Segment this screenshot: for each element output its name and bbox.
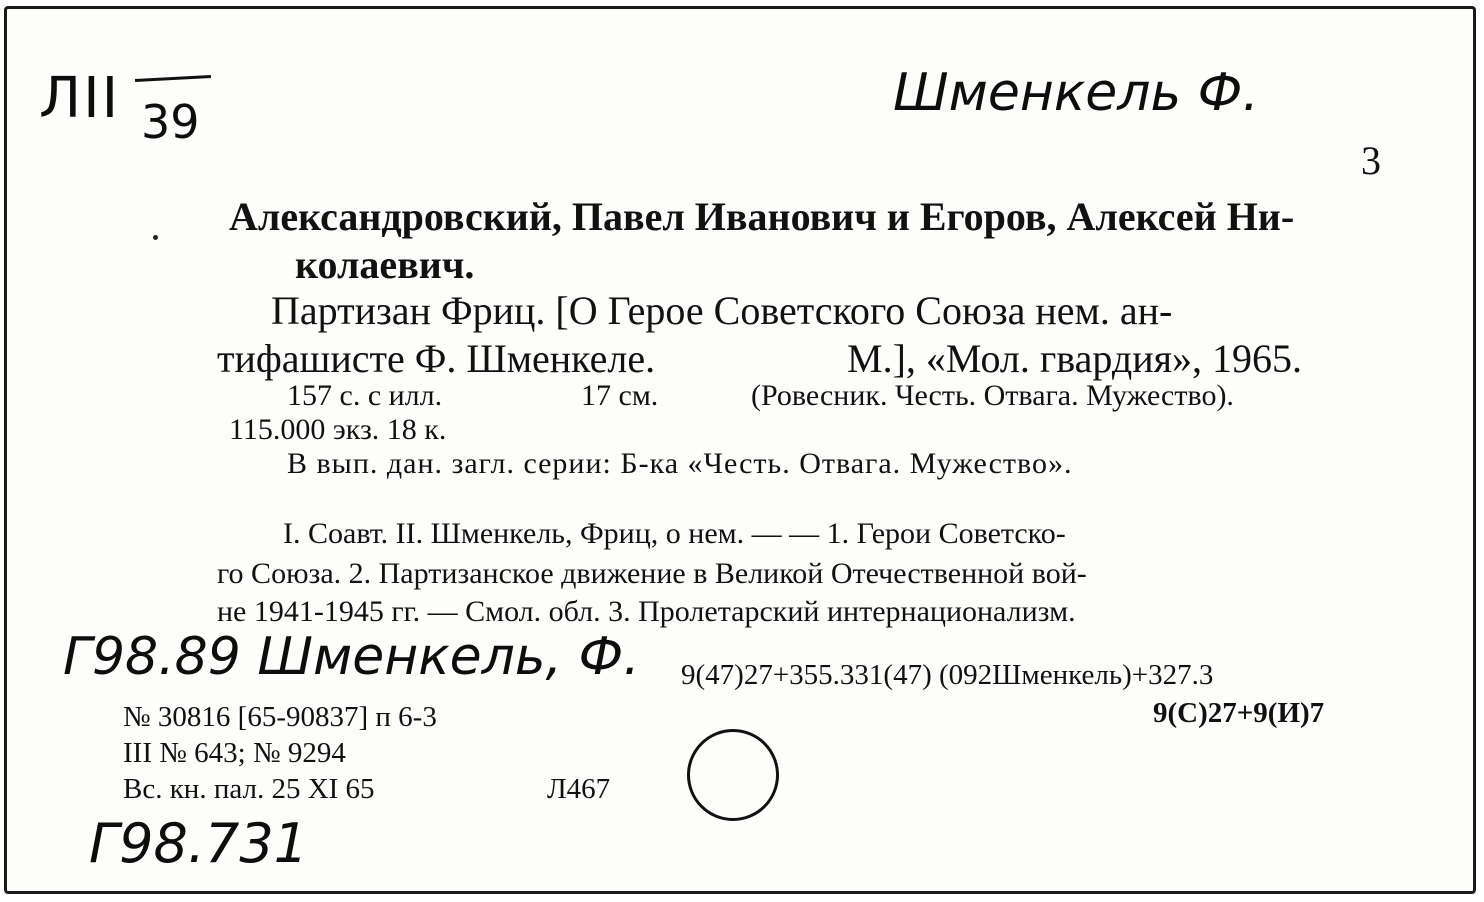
index-handwritten: Г98.89 Шменкель, Ф. <box>63 627 640 687</box>
order-code: Л467 <box>547 773 611 805</box>
classification-code: 9(47)27+355.331(47) (092Шменкель)+327.3 <box>681 659 1214 691</box>
classification-code-2: 9(С)27+9(И)7 <box>1153 697 1325 729</box>
author-line-1: Александровский, Павел Иванович и Егоров, Алексей Ни- <box>229 194 1295 239</box>
physical-pages: 157 с. с илл. <box>287 379 443 412</box>
shelfmark-sub-handwritten: 39 <box>141 95 200 149</box>
card-number: 3 <box>1361 138 1381 183</box>
subjects-line-3: не 1941-1945 гг. — Смол. обл. 3. Пролетарский интернационализм. <box>217 595 1076 628</box>
subjects-line-2: го Союза. 2. Партизанское движение в Великой Отечественной вой- <box>217 557 1087 590</box>
physical-size: 17 см. <box>581 379 659 412</box>
signed-date: Вс. кн. пал. 25 XI 65 <box>123 773 375 805</box>
record-number: № 30816 [65-90837] п 6-3 <box>123 701 437 733</box>
margin-dot <box>153 235 158 240</box>
shelfmark-fraction-line <box>135 75 211 82</box>
author-line-2: колаевич. <box>295 242 475 287</box>
issue-info: III № 643; № 9294 <box>123 737 346 769</box>
bibliographic-note: В вып. дан. загл. серии: Б-ка «Честь. Отвага. Мужество». <box>287 447 1073 480</box>
publisher-imprint: М.], «Мол. гвардия», 1965. <box>847 336 1303 381</box>
shelfmark-handwritten: ЛII <box>39 66 121 131</box>
title-line-1: Партизан Фриц. [О Герое Советского Союза нем. ан- <box>271 288 1173 333</box>
heading-name-handwritten: Шменкель Ф. <box>893 63 1259 123</box>
series-statement: (Ровесник. Честь. Отвага. Мужество). <box>751 379 1234 412</box>
index-bottom-handwritten: Г98.731 <box>89 812 309 875</box>
print-run: 115.000 экз. 18 к. <box>229 413 447 446</box>
punch-hole-circle <box>687 729 779 821</box>
subjects-line-1: I. Соавт. II. Шменкель, Фриц, о нем. — — 1. Герои Советско- <box>283 517 1066 550</box>
title-line-2: тифашисте Ф. Шменкеле. <box>217 336 656 381</box>
catalog-card <box>4 6 1476 894</box>
